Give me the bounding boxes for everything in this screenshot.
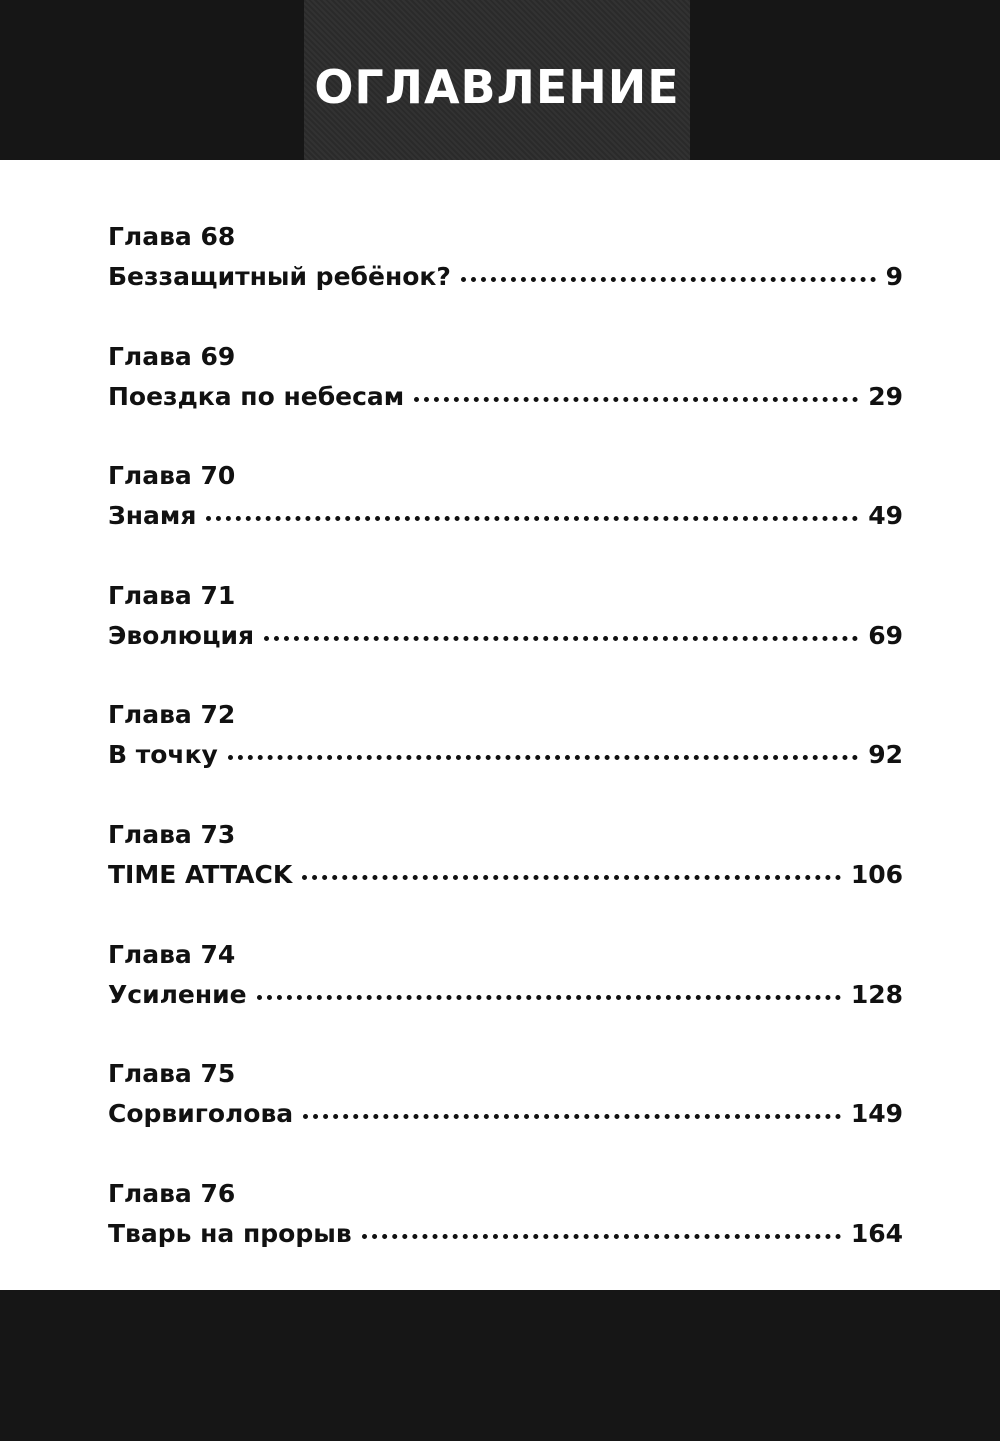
dot-leader bbox=[362, 1234, 841, 1239]
chapter-line bbox=[108, 382, 903, 412]
toc-entry[interactable] bbox=[108, 700, 903, 820]
toc-entry[interactable] bbox=[108, 461, 903, 581]
toc-entry[interactable] bbox=[108, 940, 903, 1060]
chapter-label: Глава 76 bbox=[108, 1178, 236, 1208]
chapter-line bbox=[108, 501, 903, 531]
dot-leader bbox=[303, 1114, 841, 1119]
chapter-label: Глава 68 bbox=[108, 222, 236, 251]
page-number: 49 bbox=[868, 501, 903, 531]
page-number: 164 bbox=[850, 1218, 903, 1248]
chapter-title: Поездка по небесам bbox=[108, 381, 405, 411]
chapter-label: Глава 73 bbox=[108, 819, 236, 849]
chapter-line bbox=[108, 621, 903, 651]
page-number: 106 bbox=[850, 859, 903, 889]
toc-entry[interactable] bbox=[108, 581, 903, 701]
table-of-contents bbox=[108, 222, 903, 1298]
chapter-title: Тварь на прорыв bbox=[108, 1218, 352, 1248]
chapter-label: Глава 70 bbox=[108, 461, 236, 491]
page-number: 69 bbox=[868, 620, 903, 650]
chapter-title: Беззащитный ребёнок? bbox=[108, 262, 451, 291]
dot-leader bbox=[228, 755, 858, 760]
chapter-line bbox=[108, 1099, 903, 1129]
toc-entry[interactable] bbox=[108, 820, 903, 940]
header-band bbox=[0, 0, 1000, 160]
dot-leader bbox=[206, 516, 858, 521]
chapter-title: Сорвиголова bbox=[108, 1099, 294, 1129]
chapter-title: Знамя bbox=[108, 501, 197, 531]
chapter-label: Глава 75 bbox=[108, 1059, 236, 1089]
title-box bbox=[304, 0, 690, 160]
page-number: 149 bbox=[850, 1099, 903, 1129]
page-number: 128 bbox=[850, 979, 903, 1009]
dot-leader bbox=[257, 995, 841, 1000]
chapter-label: Глава 72 bbox=[108, 700, 236, 730]
chapter-label: Глава 69 bbox=[108, 341, 236, 371]
dot-leader bbox=[302, 875, 841, 880]
chapter-label: Глава 74 bbox=[108, 939, 236, 969]
footer-band bbox=[0, 1290, 1000, 1441]
chapter-title: Усиление bbox=[108, 979, 247, 1009]
chapter-line bbox=[108, 1219, 903, 1249]
chapter-line bbox=[108, 980, 903, 1010]
chapter-line bbox=[108, 860, 903, 890]
page-number: 29 bbox=[868, 381, 903, 411]
toc-entry[interactable] bbox=[108, 1179, 903, 1299]
chapter-line bbox=[108, 262, 903, 292]
chapter-title: TIME ATTACK bbox=[108, 859, 293, 889]
page-number: 92 bbox=[868, 740, 903, 770]
toc-entry[interactable] bbox=[108, 342, 903, 462]
toc-entry[interactable] bbox=[108, 222, 903, 342]
dot-leader bbox=[461, 277, 876, 282]
toc-entry[interactable] bbox=[108, 1059, 903, 1179]
page-number: 9 bbox=[885, 262, 903, 291]
chapter-title: Эволюция bbox=[108, 620, 255, 650]
dot-leader bbox=[264, 636, 858, 641]
page-title: ОГЛАВЛЕНИЕ bbox=[314, 60, 680, 114]
dot-leader bbox=[414, 397, 858, 402]
chapter-title: В точку bbox=[108, 740, 218, 770]
chapter-label: Глава 71 bbox=[108, 580, 236, 610]
chapter-line bbox=[108, 740, 903, 770]
